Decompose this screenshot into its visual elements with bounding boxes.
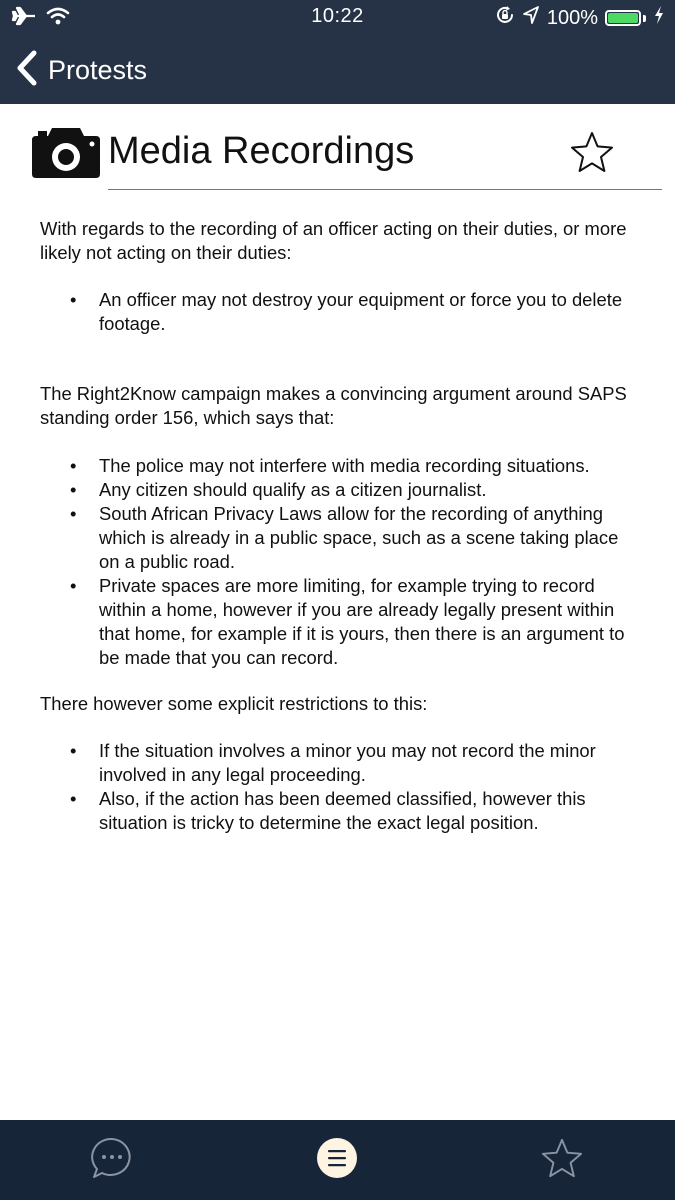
charging-bolt-icon bbox=[653, 5, 665, 31]
battery-icon bbox=[605, 10, 641, 26]
favorite-star-button[interactable] bbox=[569, 130, 615, 179]
list-item: • The police may not interfere with media recording situations. bbox=[40, 454, 640, 478]
star-outline-icon bbox=[569, 161, 615, 178]
list-item: • If the situation involves a minor you may not record the minor involved in any legal proceeding. bbox=[40, 739, 640, 787]
page-header bbox=[0, 118, 675, 194]
article-body bbox=[40, 217, 640, 835]
battery-nub bbox=[643, 15, 646, 22]
battery-percent: 100% bbox=[546, 6, 598, 29]
page-title: Media Recordings bbox=[108, 130, 415, 172]
list-item: • Also, if the action has been deemed classified, however this situation is tricky to determine the exact legal position. bbox=[40, 787, 640, 835]
title-divider bbox=[108, 189, 662, 190]
back-label: Protests bbox=[48, 54, 148, 85]
status-time: 10:22 bbox=[311, 5, 364, 27]
list-item: • An officer may not destroy your equipment or force you to delete footage. bbox=[40, 288, 640, 336]
menu-icon bbox=[316, 1137, 358, 1184]
officer-rules-list bbox=[40, 288, 640, 336]
camera-icon bbox=[30, 124, 102, 185]
list-item: • Any citizen should qualify as a citizen journalist. bbox=[40, 478, 640, 502]
star-outline-icon bbox=[540, 1137, 584, 1184]
nav-row bbox=[0, 44, 675, 96]
list-item: • South African Privacy Laws allow for the recording of anything which is already in a public space, such as a scene taking place on a public road. bbox=[40, 502, 640, 574]
orientation-lock-icon bbox=[495, 5, 515, 31]
status-bar bbox=[0, 0, 675, 36]
back-button[interactable] bbox=[16, 44, 147, 96]
chat-bubble-icon bbox=[90, 1136, 134, 1185]
tab-chat[interactable] bbox=[52, 1120, 172, 1200]
tab-favorites[interactable] bbox=[502, 1120, 622, 1200]
location-arrow-icon bbox=[522, 5, 540, 31]
navigation-bar bbox=[0, 0, 675, 104]
intro-paragraph: With regards to the recording of an officer acting on their duties, or more likely not acting on their duties: bbox=[40, 218, 627, 263]
chevron-left-icon bbox=[16, 50, 38, 91]
battery-level bbox=[608, 13, 638, 23]
standing-order-list bbox=[40, 454, 640, 670]
tab-bar bbox=[0, 1120, 675, 1200]
right2know-paragraph: The Right2Know campaign makes a convincing argument around SAPS standing order 156, which says that: bbox=[40, 383, 627, 428]
tab-menu[interactable] bbox=[277, 1120, 397, 1200]
restrictions-list bbox=[40, 739, 640, 835]
restrictions-paragraph: There however some explicit restrictions to this: bbox=[40, 693, 428, 714]
list-item: • Private spaces are more limiting, for example trying to record within a home, however if you are already legally present within that home, for example if it is yours, then there is an argument to be made that you can record. bbox=[40, 574, 640, 670]
